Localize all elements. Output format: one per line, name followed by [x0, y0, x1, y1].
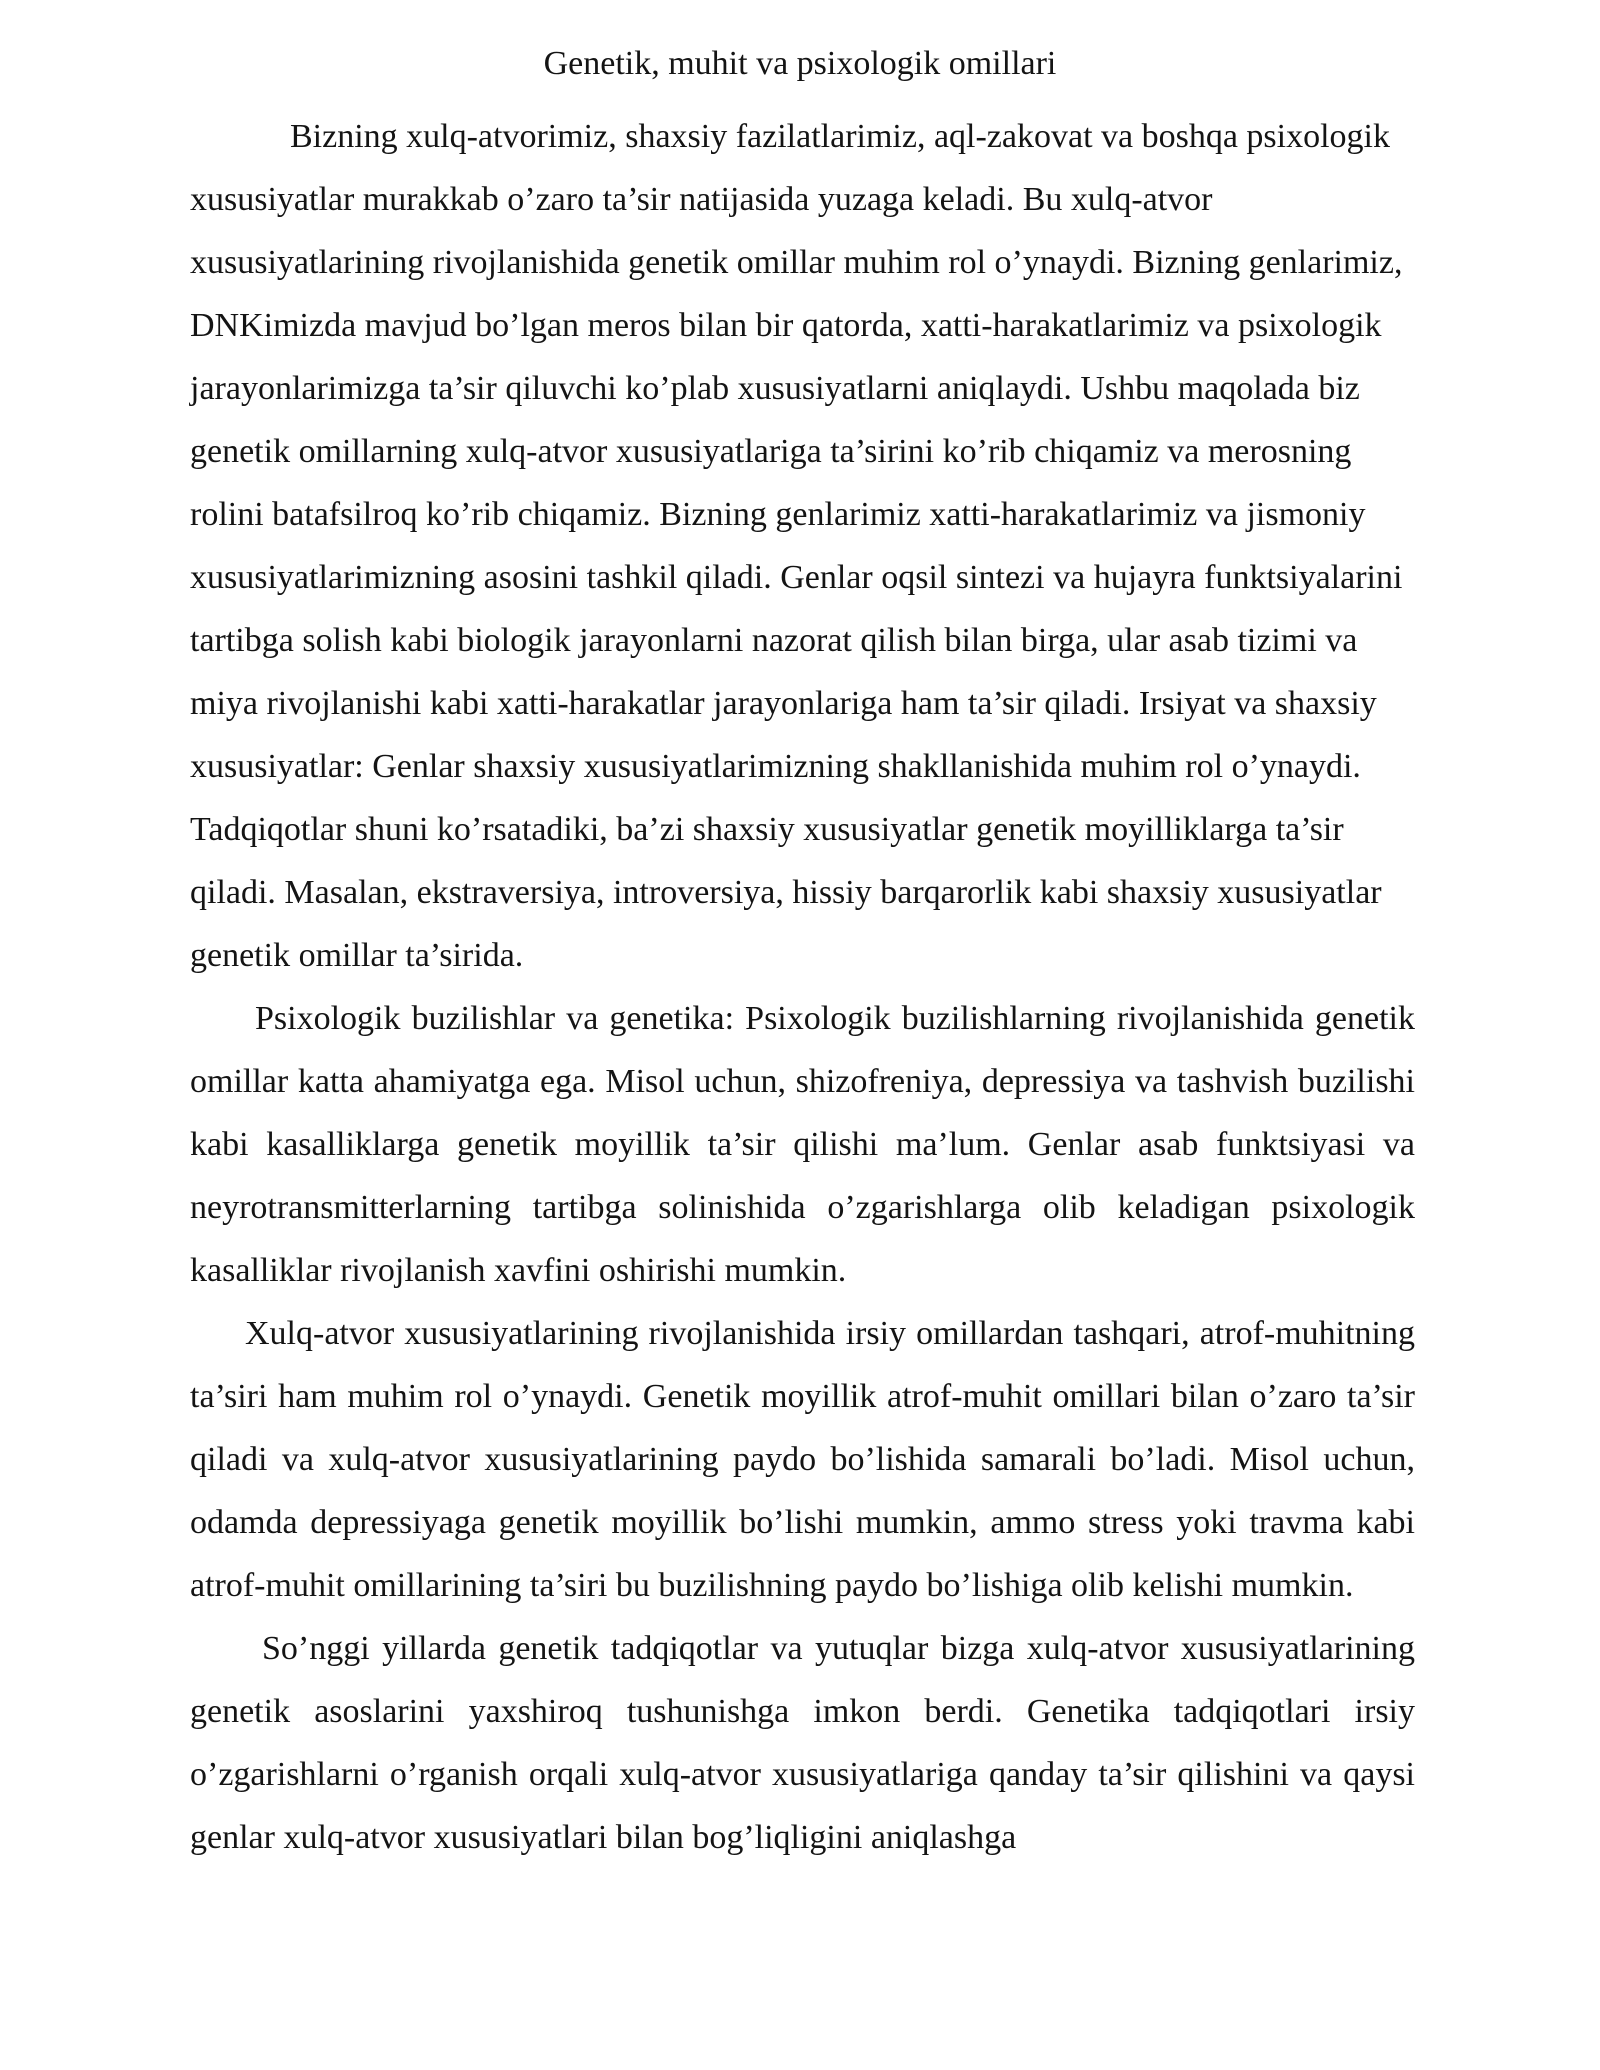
paragraph-psychological-disorders: Psixologik buzilishlar va genetika: Psixologik buzilishlarning rivojlanishida genetik omillar katta ahamiyatga ega. Misol uchun, shizofreniya, depressiya va tashvish buzilishi kabi kasalliklarga genetik moyillik ta’sir qilishi ma’lum. Genlar asab funktsiyasi va neyrotransmitterlarning tartibga solinishida o’zgarishlarga olib keladigan psixologik kasalliklar rivojlanish xavfini oshirishi mumkin. — [190, 1000, 1415, 1289]
document-body — [190, 105, 1415, 1869]
document-title: Genetik, muhit va psixologik omillari — [543, 45, 1057, 82]
paragraph-environment: Xulq-atvor xususiyatlarining rivojlanishida irsiy omillardan tashqari, atrof-muhitning ta’siri ham muhim rol o’ynaydi. Genetik moyillik atrof-muhit omillari bilan o’zaro ta’sir qiladi va xulq-atvor xususiyatlarining paydo bo’lishida samarali bo’ladi. Misol uchun, odamda depressiyaga genetik moyillik bo’lishi mumkin, ammo stress yoki travma kabi atrof-muhit omillarining ta’siri bu buzilishning paydo bo’lishiga olib kelishi mumkin. — [190, 1315, 1415, 1604]
paragraph-recent-research: So’nggi yillarda genetik tadqiqotlar va yutuqlar bizga xulq-atvor xususiyatlarining genetik asoslarini yaxshiroq tushunishga imkon berdi. Genetika tadqiqotlari irsiy o’zgarishlarni o’rganish orqali xulq-atvor xususiyatlariga qanday ta’sir qilishini va qaysi genlar xulq-atvor xususiyatlari bilan bog’liqligini aniqlashga — [190, 1630, 1415, 1856]
paragraph-genetic-factors: Bizning xulq-atvorimiz, shaxsiy fazilatlarimiz, aql-zakovat va boshqa psixologik xususiyatlar murakkab o’zaro ta’sir natijasida yuzaga keladi. Bu xulq-atvor xususiyatlarining rivojlanishida genetik omillar muhim rol o’ynaydi. Bizning genlarimiz, DNKimizda mavjud bo’lgan meros bilan bir qatorda, xatti-harakatlarimiz va psixologik jarayonlarimizga ta’sir qiluvchi ko’plab xususiyatlarni aniqlaydi. Ushbu maqolada biz genetik omillarning xulq-atvor xususiyatlariga ta’sirini ko’rib chiqamiz va merosning rolini batafsilroq ko’rib chiqamiz. Bizning genlarimiz xatti-harakatlarimiz va jismoniy xususiyatlarimizning asosini tashkil qiladi. Genlar oqsil sintezi va hujayra funktsiyalarini tartibga solish kabi biologik jarayonlarni nazorat qilish bilan birga, ular asab tizimi va miya rivojlanishi kabi xatti-harakatlar jarayonlariga ham ta’sir qiladi. Irsiyat va shaxsiy xususiyatlar: Genlar shaxsiy xususiyatlarimizning shakllanishida muhim rol o’ynaydi. Tadqiqotlar shuni ko’rsatadiki, ba’zi shaxsiy xususiyatlar genetik moyilliklarga ta’sir qiladi. Masalan, ekstraversiya, introversiya, hissiy barqarorlik kabi shaxsiy xususiyatlar genetik omillar ta’sirida. — [190, 118, 1403, 974]
